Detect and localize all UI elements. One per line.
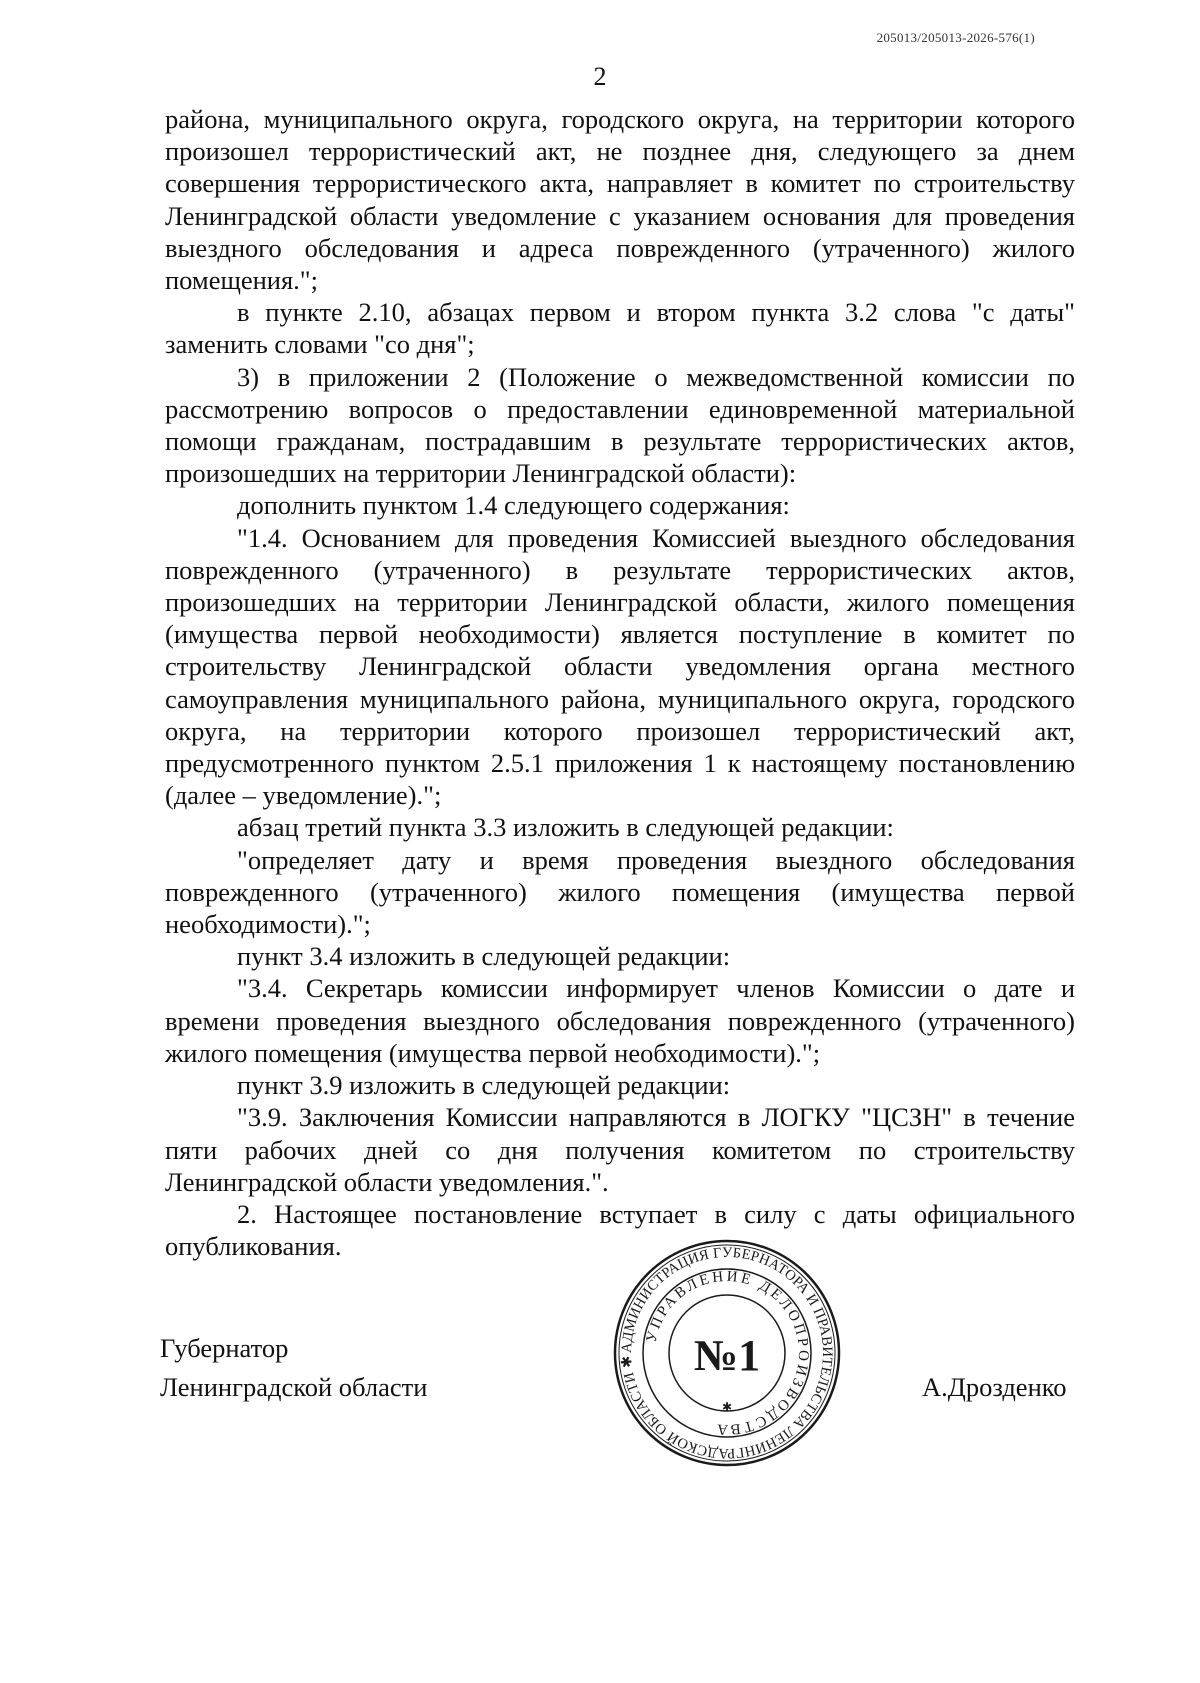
paragraph-3: 3) в приложении 2 (Положение о межведомственной комиссии по рассмотрению вопросов о предоставлении единовременной материальной помощи гражданам, пострадавшим в результате террористических актов, произошедших на территории Ленинградской области):	[165, 361, 1075, 489]
seal-star-icon: ✱	[721, 1400, 733, 1414]
signatory-title	[160, 1329, 427, 1407]
official-seal	[612, 1238, 842, 1468]
page-number: 2	[593, 62, 607, 91]
signatory-name: А.Дрозденко	[922, 1372, 1067, 1402]
paragraph-2: в пункте 2.10, абзацах первом и втором пункта 3.2 слова "с даты" заменить словами "со дня";	[165, 297, 1075, 360]
paragraph-5: "1.4. Основанием для проведения Комиссией выездного обследования поврежденного (утраченного) в результате террористических актов, произошедших на территории Ленинградской области, жилого помещения (имущества первой необходимости) является поступление в комитет по строительству Ленинградской области уведомления органа местного самоуправления муниципального района, муниципального округа, городского округа, на территории которого произошел террористический акт, предусмотренного пунктом 2.5.1 приложения 1 к настоящему постановлению (далее – уведомление).";	[165, 522, 1075, 811]
paragraph-12: 2. Настоящее постановление вступает в силу с даты официального опубликования.	[165, 1198, 1075, 1262]
paragraph-7: "определяет дату и время проведения выездного обследования поврежденного (утраченного) жилого помещения (имущества первой необходимости).";	[165, 844, 1075, 940]
seal-outer-text: АДМИНИСТРАЦИЯ ГУБЕРНАТОРА И ПРАВИТЕЛЬСТВА ЛЕНИНГРАДСКОЙ ОБЛАСТИ ✱	[618, 1244, 836, 1462]
seal-inner-text: УПРАВЛЕНИЕ ДЕЛОПРОИЗВОДСТВА	[643, 1268, 812, 1438]
official-seal-graphic	[612, 1238, 842, 1468]
paragraph-8: пункт 3.4 изложить в следующей редакции:	[237, 941, 731, 972]
paragraph-4: дополнить пунктом 1.4 следующего содержания:	[237, 490, 790, 521]
paragraph-6: абзац третий пункта 3.3 изложить в следующей редакции:	[237, 812, 894, 843]
document-body	[165, 103, 1075, 1262]
document-id: 205013/205013-2026-576(1)	[876, 30, 1035, 45]
paragraph-1: района, муниципального округа, городского округа, на территории которого произошел террористический акт, не позднее дня, следующего за днем совершения террористического акта, направляет в комитет по строительству Ленинградской области уведомление с указанием основания для проведения выездного обследования и адреса поврежденного (утраченного) жилого помещения.";	[165, 104, 1075, 296]
signatory-title-line-1: Губернатор	[160, 1333, 289, 1363]
seal-number: №1	[693, 1331, 761, 1380]
paragraph-11: "3.9. Заключения Комиссии направляются в ЛОГКУ "ЦСЗН" в течение пяти рабочих дней со дня получения комитетом по строительству Ленинградской области уведомления.".	[165, 1102, 1075, 1197]
paragraph-10: пункт 3.9 изложить в следующей редакции:	[237, 1070, 731, 1101]
signatory-title-line-2: Ленинградской области	[160, 1372, 428, 1402]
paragraph-9: "3.4. Секретарь комиссии информирует членов Комиссии о дате и времени проведения выездного обследования поврежденного (утраченного) жилого помещения (имущества первой необходимости).";	[165, 973, 1075, 1068]
